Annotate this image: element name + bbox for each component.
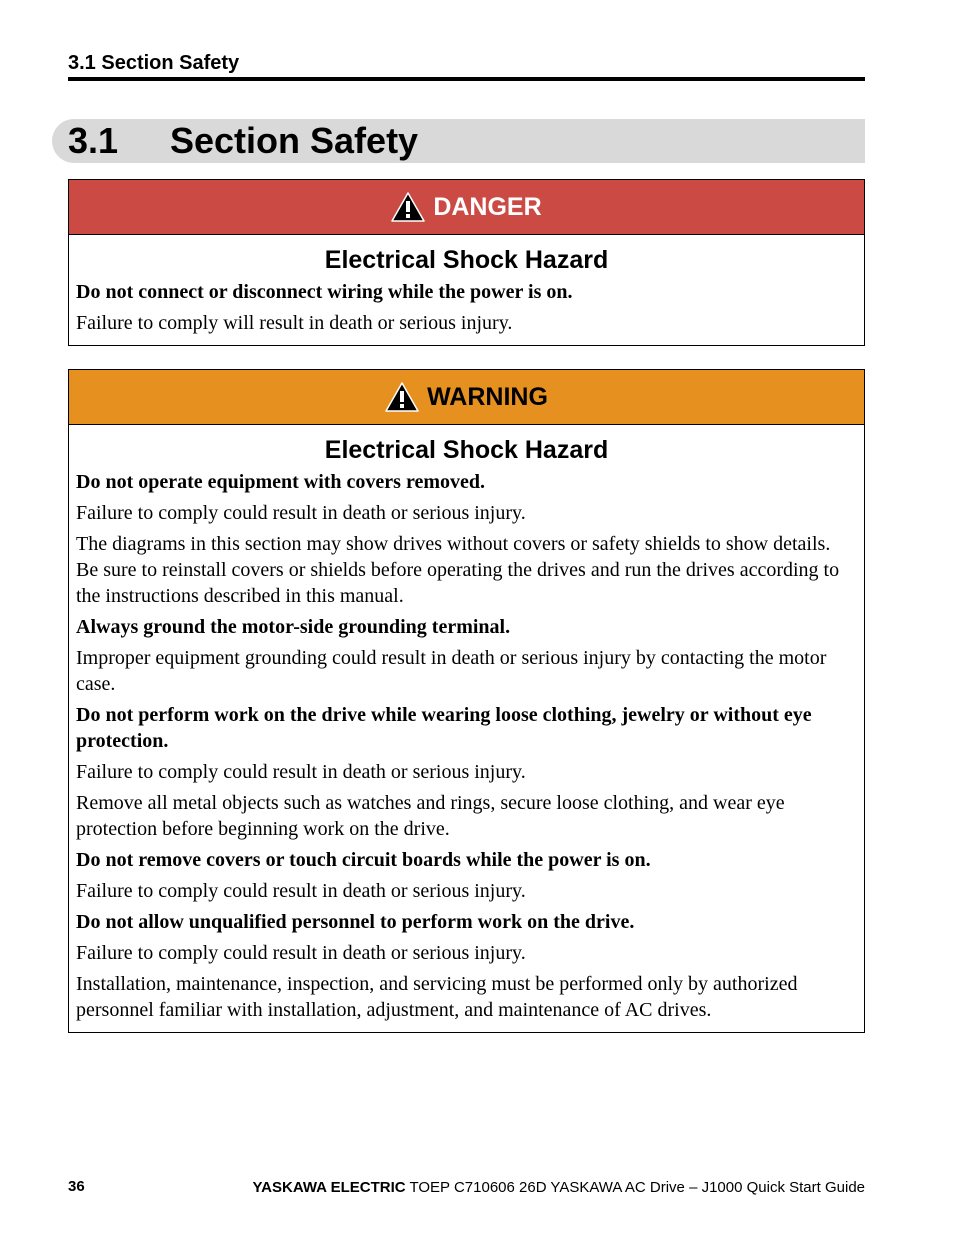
warning-instruction: Do not operate equipment with covers removed. — [76, 471, 486, 493]
warning-label: WARNING — [427, 382, 548, 411]
warning-triangle-icon — [391, 192, 425, 222]
header-rule — [68, 77, 865, 81]
warning-paragraph: Failure to comply could result in death or serious injury. — [76, 880, 526, 902]
warning-header — [69, 370, 864, 425]
warning-instruction: Do not remove covers or touch circuit boards while the power is on. — [76, 849, 651, 871]
footer-brand: YASKAWA ELECTRIC — [252, 1179, 406, 1196]
danger-paragraphs — [76, 279, 857, 336]
warning-paragraph: The diagrams in this section may show drives without covers or safety shields to show details. Be sure to reinstall covers or shields before operating the drives and run the drives according to the instructions described in this manual. — [76, 533, 840, 607]
warning-instruction: Do not allow unqualified personnel to perform work on the drive. — [76, 911, 635, 933]
warning-triangle-icon — [385, 382, 419, 412]
danger-box — [68, 179, 865, 346]
warning-paragraph: Failure to comply could result in death or serious injury. — [76, 942, 526, 964]
running-header: 3.1 Section Safety — [68, 52, 240, 74]
warning-paragraph: Improper equipment grounding could result in death or serious injury by contacting the motor case. — [76, 647, 827, 695]
warning-paragraph: Failure to comply could result in death or serious injury. — [76, 502, 526, 524]
footer-document-title — [253, 1179, 865, 1196]
footer-doc-text: TOEP C710606 26D YASKAWA AC Drive – J1000 Quick Start Guide — [405, 1179, 865, 1196]
warning-body — [69, 435, 864, 1032]
danger-body — [69, 245, 864, 345]
danger-header — [69, 180, 864, 235]
warning-paragraphs — [76, 469, 857, 1023]
danger-label: DANGER — [433, 192, 542, 221]
warning-paragraph: Remove all metal objects such as watches and rings, secure loose clothing, and wear eye protection before beginning work on the drive. — [76, 792, 785, 840]
warning-instruction: Do not perform work on the drive while wearing loose clothing, jewelry or without eye protection. — [76, 704, 812, 752]
danger-instruction: Do not connect or disconnect wiring while the power is on. — [76, 281, 573, 303]
warning-paragraph: Installation, maintenance, inspection, and servicing must be performed only by authorized personnel familiar with installation, adjustment, and maintenance of AC drives. — [76, 973, 798, 1021]
warning-instruction: Always ground the motor-side grounding terminal. — [76, 616, 511, 638]
warning-paragraph: Failure to comply could result in death or serious injury. — [76, 761, 526, 783]
section-number: 3.1 — [68, 120, 119, 161]
warning-hazard-title: Electrical Shock Hazard — [324, 436, 609, 464]
danger-paragraph: Failure to comply will result in death or serious injury. — [76, 312, 513, 334]
page-number: 36 — [68, 1178, 85, 1195]
section-title: Section Safety — [170, 120, 419, 161]
danger-hazard-title: Electrical Shock Hazard — [324, 246, 609, 274]
warning-box — [68, 369, 865, 1033]
